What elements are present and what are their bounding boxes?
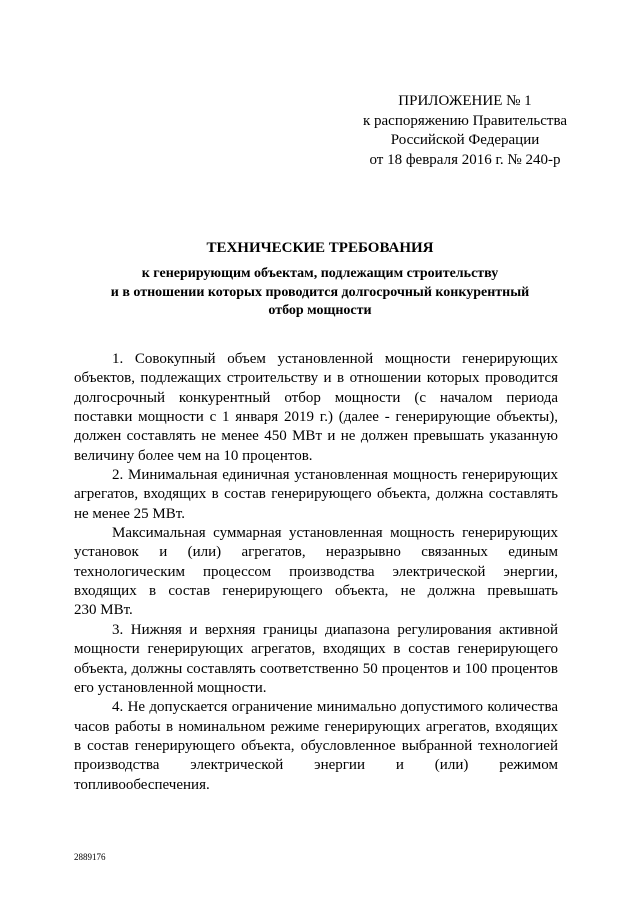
paragraph: [74, 698, 558, 795]
appendix-number: ПРИЛОЖЕНИЕ № 1: [398, 93, 532, 109]
appendix-order-ref: к распоряжению Правительства: [362, 112, 567, 129]
document-title: ТЕХНИЧЕСКИЕ ТРЕБОВАНИЯ: [206, 240, 434, 256]
appendix-government: Российской Федерации: [390, 132, 540, 148]
paragraph-line: долгосрочный конкурентный отбор мощности (с началом периода: [74, 389, 558, 406]
paragraph-line: мощности генерирующих агрегатов, входящих в состав генерирующего: [74, 641, 558, 658]
appendix-date-number: от 18 февраля 2016 г. № 240-р: [369, 151, 561, 168]
document-subtitle: [60, 265, 580, 321]
paragraph-line: Максимальная суммарная установленная мощность генерирующих: [112, 525, 558, 542]
paragraph-line: его установленной мощности.: [74, 679, 267, 696]
paragraph-line: производства электрической энергии и (или) режимом: [74, 757, 558, 774]
paragraph-line: 2. Минимальная единичная установленная мощность генерирующих: [112, 467, 558, 484]
paragraph-line: в состав генерирующего объекта, обусловленное выбранной технологией: [74, 737, 558, 754]
paragraph: [74, 350, 558, 466]
paragraph-line: 3. Нижняя и верхняя границы диапазона регулирования активной: [112, 621, 558, 638]
paragraph-line: 1. Совокупный объем установленной мощности генерирующих: [112, 351, 558, 367]
paragraph: [74, 466, 558, 524]
paragraph-line: объектов, подлежащих строительству и в отношении которых проводится: [74, 370, 558, 387]
paragraph-line: технологическим процессом производства электрической энергии,: [74, 563, 558, 580]
paragraph-line: не менее 25 МВт.: [74, 505, 185, 522]
document-code: 2889176: [74, 852, 106, 862]
paragraph: [74, 524, 558, 621]
paragraph: [74, 621, 558, 698]
document-body: [74, 350, 558, 795]
paragraph-line: установок и (или) агрегатов, неразрывно связанных единым: [74, 544, 558, 561]
paragraph-line: агрегатов, входящих в состав генерирующего объекта, должна составлять: [74, 486, 558, 503]
paragraph-line: входящих в состав генерирующего объекта, не должна превышать: [74, 583, 558, 600]
paragraph-line: должен составлять не менее 450 МВт и не должен превышать указанную: [74, 428, 558, 445]
paragraph-line: 230 МВт.: [74, 602, 133, 619]
appendix-header: [335, 92, 595, 170]
subtitle-line: к генерирующим объектам, подлежащим строительству: [141, 266, 499, 281]
paragraph-line: топливообеспечения.: [74, 776, 210, 793]
paragraph-line: часов работы в номинальном режиме генерирующих агрегатов, входящих: [74, 718, 558, 735]
subtitle-line: и в отношении которых проводится долгосрочный конкурентный: [110, 284, 530, 300]
paragraph-line: поставки мощности с 1 января 2019 г.) (далее - генерирующие объекты),: [74, 409, 558, 426]
paragraph-line: величину более чем на 10 процентов.: [74, 447, 313, 464]
paragraph-line: 4. Не допускается ограничение минимально допустимого количества: [112, 699, 558, 716]
subtitle-line: отбор мощности: [268, 303, 372, 318]
paragraph-line: объекта, должны составлять соответственно 50 процентов и 100 процентов: [74, 660, 558, 677]
